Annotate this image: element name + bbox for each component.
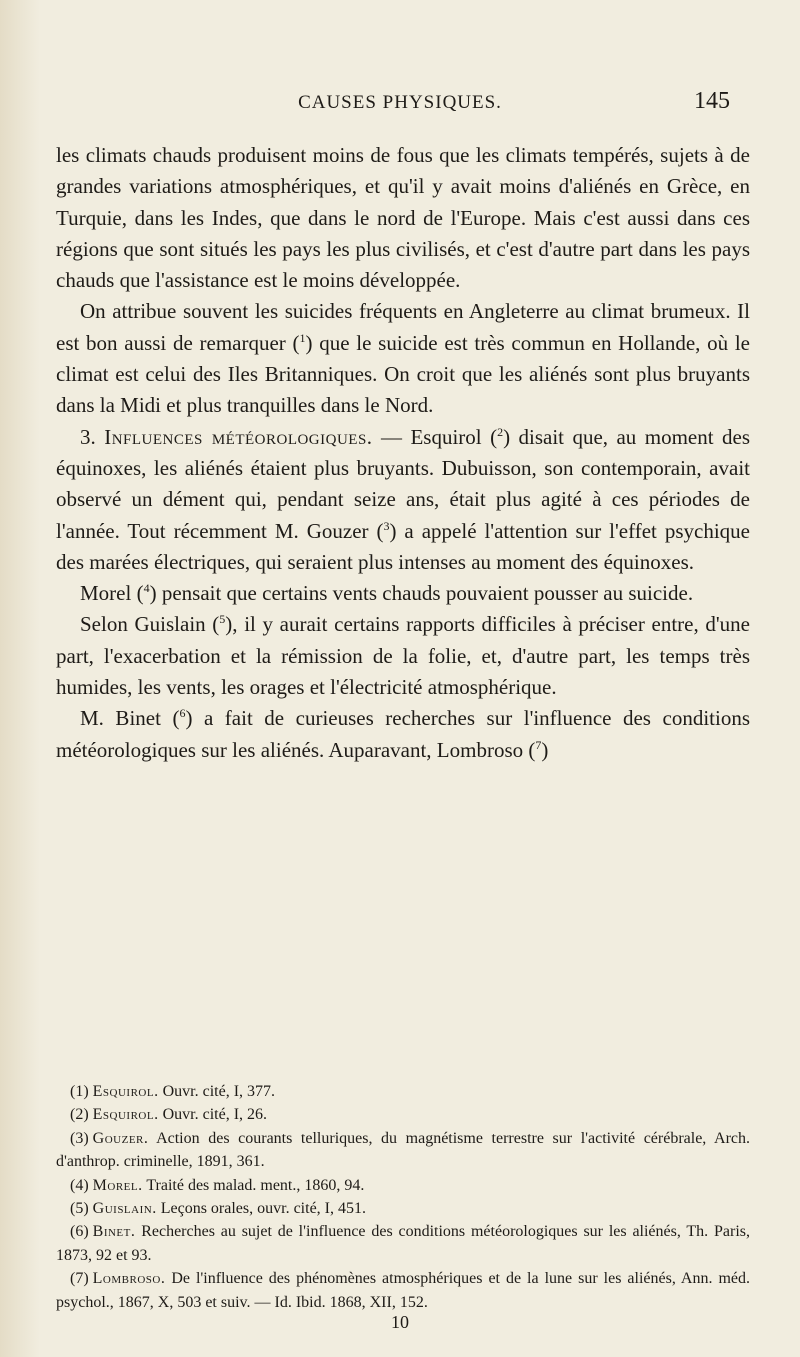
paragraph-5-text-b: ), il y aurait certains rapports difficiles à préciser entre, d'une part, l'exacerbation et la rémission de la folie, et, d'autre part, les temps très humides, les vents, les orages et l'électricité atmosphérique. xyxy=(56,612,750,700)
running-title: CAUSES PHYSIQUES. xyxy=(298,92,502,113)
footnote-author: Guislain. xyxy=(92,1200,157,1218)
footnote-author: Esquirol. xyxy=(92,1106,159,1124)
paragraph-4-text-b: ) pensait que certains vents chauds pouvaient pousser au suicide. xyxy=(149,581,694,606)
section-number: 3. xyxy=(80,424,96,449)
footnote-text: De l'influence des phénomènes atmosphériques et de la lune sur les aliénés, Ann. méd. psychol., 1867, X, 503 et suiv. — Id. Ibid. 1868, XII, 152. xyxy=(56,1270,750,1311)
paragraph-2-text-b: ) que le suicide est très commun en Hollande, où le climat est celui des Iles Britanniques. On croit que les aliénés sont plus bruyants dans la Midi et plus tranquilles dans le Nord. xyxy=(56,330,750,418)
footnote-author: Gouzer. xyxy=(92,1129,149,1147)
paragraph-6-text-b: ) a fait de curieuses recherches sur l'influence des conditions météorologiques sur les aliénés. Auparavant, Lombroso ( xyxy=(56,706,750,762)
paragraph-6-text-c: ) xyxy=(541,737,549,762)
footnote-ref-6: 6 xyxy=(179,706,186,721)
section-3-text-a: — Esquirol ( xyxy=(372,424,498,449)
signature-mark: 10 xyxy=(391,1312,409,1332)
paragraph-5 xyxy=(56,609,750,703)
footnote-7 xyxy=(56,1267,750,1314)
section-heading: Influences météorologiques. xyxy=(104,424,373,449)
footnote-text: Traité des malad. ment., 1860, 94. xyxy=(142,1176,365,1194)
footnote-text: Recherches au sujet de l'influence des conditions météorologiques sur les aliénés, Th. Paris, 1873, 92 et 93. xyxy=(56,1223,750,1264)
footnote-2 xyxy=(56,1103,750,1126)
footnote-author: Esquirol. xyxy=(92,1083,159,1100)
paragraph-4 xyxy=(56,578,750,609)
footnote-ref-3: 3 xyxy=(383,518,390,533)
footnote-text: Action des courants telluriques, du magnétisme terrestre sur l'activité cérébrale, Arch. d'anthrop. criminelle, 1891, 361. xyxy=(56,1129,750,1171)
paragraph-6-text-a: M. Binet ( xyxy=(80,706,180,731)
paragraph-6 xyxy=(56,703,750,766)
footnote-number: (2) xyxy=(70,1106,89,1124)
body-text xyxy=(56,140,750,766)
paragraph-5-text-a: Selon Guislain ( xyxy=(80,612,220,637)
footnote-text: Leçons orales, ouvr. cité, I, 451. xyxy=(156,1200,366,1218)
footnote-text: Ouvr. cité, I, 377. xyxy=(158,1083,276,1100)
footnote-text: Ouvr. cité, I, 26. xyxy=(158,1106,268,1124)
footnote-number: (6) xyxy=(70,1223,89,1241)
footnote-ref-4: 4 xyxy=(143,581,150,596)
footnote-1 xyxy=(56,1080,750,1103)
page-number: 145 xyxy=(694,88,730,114)
footnote-number: (1) xyxy=(70,1083,89,1100)
footnote-ref-5: 5 xyxy=(219,612,226,627)
paragraph-1-text: les climats chauds produisent moins de fous que les climats tempérés, sujets à de grandes variations atmosphériques, et qu'il y avait moins d'aliénés en Grèce, en Turquie, dans les Indes, que dans le nord de l'Europe. Mais c'est aussi dans ces régions que sont situés les pays les plus civilisés, et c'est d'autre part dans les pays chauds que l'assistance est le moins développée. xyxy=(56,143,750,293)
footnote-author: Binet. xyxy=(92,1223,136,1241)
paragraph-2-text-a: On attribue souvent les suicides fréquents en Angleterre au climat brumeux. Il est bon aussi de remarquer ( xyxy=(56,299,750,355)
footnote-ref-2: 2 xyxy=(497,424,504,439)
footnote-6 xyxy=(56,1220,750,1267)
footnote-3 xyxy=(56,1127,750,1174)
footnote-number: (5) xyxy=(70,1200,89,1218)
section-3-text-b: ) disait que, au moment des équinoxes, les aliénés étaient plus bruyants. Dubuisson, son contemporain, avait observé un dément qui, pendant seize ans, était plus agité à ces périodes de l'année. Tout récemment M. Gouzer ( xyxy=(56,424,751,543)
footnote-ref-1: 1 xyxy=(299,330,306,345)
section-3 xyxy=(56,422,750,578)
footnote-number: (3) xyxy=(70,1129,89,1147)
page-edge-shadow xyxy=(0,0,40,1357)
footnote-number: (7) xyxy=(70,1270,89,1288)
paragraph-2 xyxy=(56,296,750,421)
footnote-author: Lombroso. xyxy=(92,1270,166,1288)
footnote-4 xyxy=(56,1174,750,1197)
footnotes xyxy=(56,1080,750,1314)
footnote-author: Morel. xyxy=(92,1176,143,1194)
footnote-5 xyxy=(56,1197,750,1220)
footnote-number: (4) xyxy=(70,1176,89,1194)
paragraph-1 xyxy=(56,140,750,296)
paragraph-4-text-a: Morel ( xyxy=(80,581,144,606)
section-3-text-c: ) a appelé l'attention sur l'effet psychique des marées électriques, qui seraient plus intenses au moment des équinoxes. xyxy=(56,518,750,574)
footnote-ref-7: 7 xyxy=(535,737,542,752)
page-header xyxy=(0,88,800,122)
